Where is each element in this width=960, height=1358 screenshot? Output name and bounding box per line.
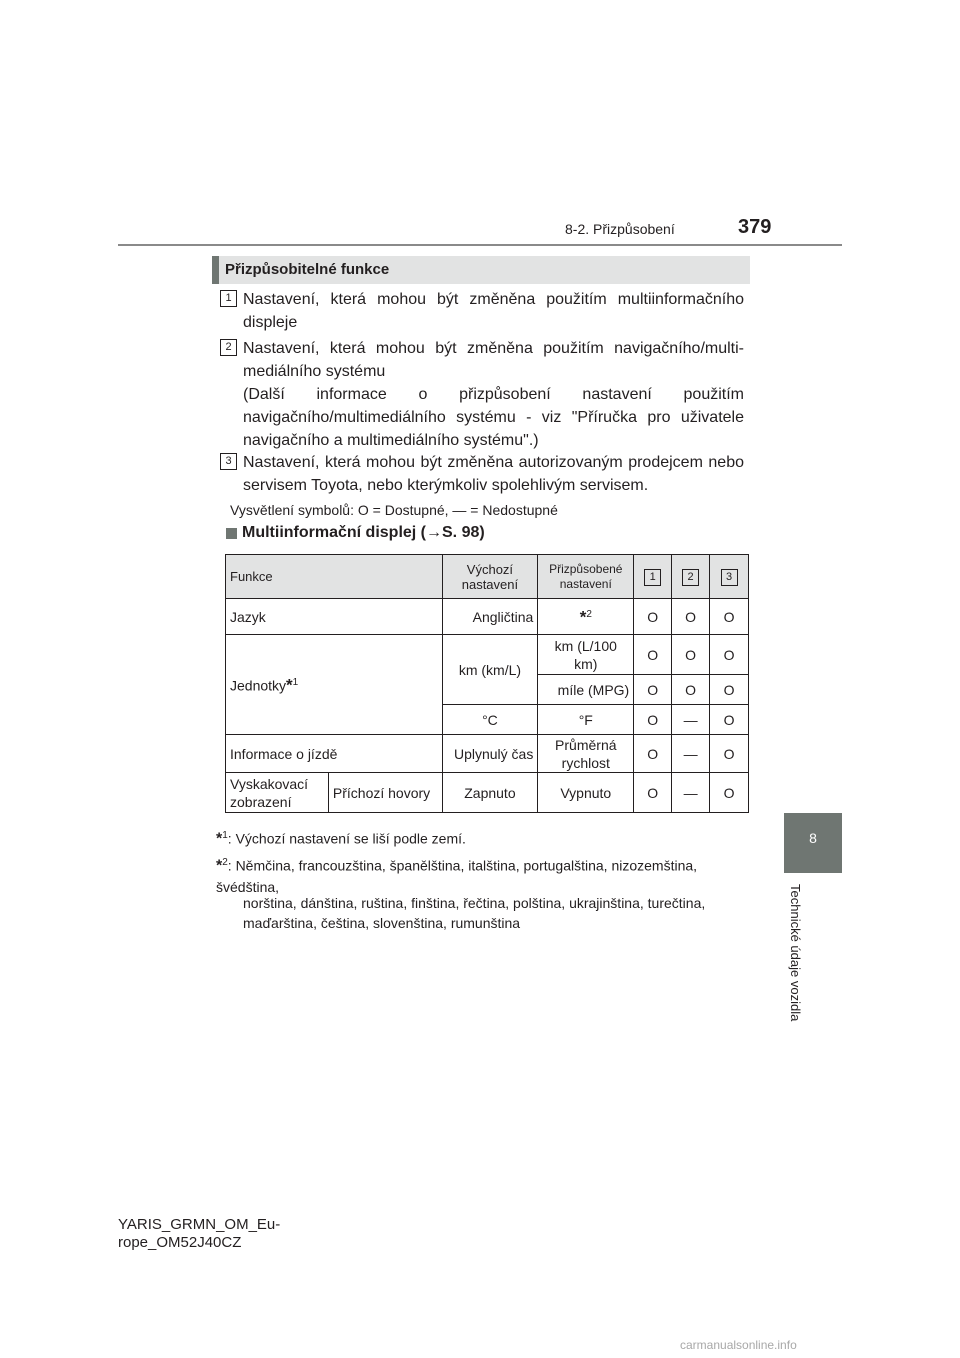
- section-reference: 8-2. Přizpůsobení: [565, 221, 675, 237]
- cell-default: km (km/L): [442, 635, 538, 705]
- item-badge-3: 3: [220, 453, 237, 470]
- footnote-2: [216, 853, 746, 897]
- table-row: [226, 735, 749, 773]
- cell-col-3: O: [710, 635, 749, 675]
- footnote-2-continued: norština, dánština, ruština, finština, řečtina, polština, ukrajinština, turečtina, maďarština, čeština, slovenština, rumunština: [243, 895, 706, 931]
- units-label: Jednotky: [230, 677, 287, 694]
- header-col-2: [672, 555, 710, 599]
- footnote-sup: 2: [586, 609, 592, 621]
- footer: [118, 1216, 280, 1252]
- cell-custom: °F: [538, 705, 634, 735]
- table-row: [226, 773, 749, 813]
- cell-function: Informace o jízdě: [226, 735, 443, 773]
- footnote-sup: 1: [292, 677, 299, 689]
- cell-col-3: O: [710, 705, 749, 735]
- cell-col-2: —: [672, 705, 710, 735]
- cell-custom: Průměrná rychlost: [538, 735, 634, 773]
- footnote-mark: *: [216, 830, 223, 848]
- cell-col-1: O: [634, 675, 672, 705]
- item-text-2: Nastavení, která mohou být změněna použitím navigačního/multi-mediálního systému: [243, 340, 744, 380]
- table-row: [226, 635, 749, 675]
- page-number: 379: [738, 216, 772, 238]
- cell-col-2: O: [672, 635, 710, 675]
- cell-col-1: O: [634, 735, 672, 773]
- cell-col-1: O: [634, 635, 672, 675]
- header-col-3: [710, 555, 749, 599]
- cell-col-2: —: [672, 773, 710, 813]
- cell-default: Uplynulý čas: [442, 735, 538, 773]
- cell-custom: Vypnuto: [538, 773, 634, 813]
- item-badge-1: 1: [220, 290, 237, 307]
- cell-custom: [538, 599, 634, 635]
- section-bar-accent: [212, 256, 219, 284]
- cell-function: Vyskakovací zobrazení: [226, 773, 329, 813]
- header-default: Výchozí nastavení: [442, 555, 538, 599]
- chapter-side-title: Technické údaje vozidla: [788, 884, 803, 1022]
- footnote-mark: *: [286, 675, 293, 695]
- cell-col-3: O: [710, 599, 749, 635]
- section-title: Přizpůsobitelné funkce: [225, 261, 390, 278]
- watermark: carmanualsonline.info: [680, 1338, 797, 1352]
- col-badge-3: 3: [721, 569, 738, 586]
- cell-col-3: O: [710, 735, 749, 773]
- item-text-1: Nastavení, která mohou být změněna použitím multiinformačního displeje: [243, 291, 744, 331]
- cell-subfunction: Příchozí hovory: [328, 773, 442, 813]
- cell-default: °C: [442, 705, 538, 735]
- chapter-number: 8: [809, 830, 817, 846]
- footnote-text: : Němčina, francouzština, španělština, italština, portugalština, nizozemština, švédština,: [216, 857, 698, 895]
- symbol-legend: Vysvětlení symbolů: O = Dostupné, — = Nedostupné: [230, 502, 558, 518]
- footnote-text: : Výchozí nastavení se liší podle zemí.: [227, 830, 466, 847]
- table-header-row: [226, 555, 749, 599]
- footnote-mark: *: [216, 857, 223, 875]
- header-divider: [118, 244, 842, 246]
- cell-function: Jazyk: [226, 599, 443, 635]
- item-note-2: (Další informace o přizpůsobení nastavení použitím navigačního/multimediálního systému - viz "Příručka pro uživatele navigačního a multimediálního systému".): [243, 386, 744, 449]
- table-row: [226, 599, 749, 635]
- cell-function: [226, 635, 443, 735]
- footnote-sup: 1: [222, 830, 228, 841]
- cell-default: Angličtina: [442, 599, 538, 635]
- header-col-1: [634, 555, 672, 599]
- footnote-1: [216, 826, 466, 850]
- cell-col-2: —: [672, 735, 710, 773]
- subsection-title: Multiinformační displej (→S. 98): [242, 524, 485, 541]
- cell-custom: míle (MPG): [538, 675, 634, 705]
- footer-line-2: rope_OM52J40CZ: [118, 1234, 242, 1251]
- footnote-mark: *: [579, 607, 587, 627]
- footer-line-1: YARIS_GRMN_OM_Eu-: [118, 1216, 281, 1233]
- settings-table: [225, 554, 749, 813]
- header-function: Funkce: [226, 555, 443, 599]
- header-custom: Přizpůsobené nastavení: [538, 555, 634, 599]
- cell-col-1: O: [634, 773, 672, 813]
- cell-col-2: O: [672, 675, 710, 705]
- cell-col-3: O: [710, 773, 749, 813]
- footnote-sup: 2: [222, 857, 228, 868]
- cell-col-3: O: [710, 675, 749, 705]
- cell-col-2: O: [672, 599, 710, 635]
- cell-default: Zapnuto: [442, 773, 538, 813]
- col-badge-1: 1: [644, 569, 661, 586]
- cell-col-1: O: [634, 705, 672, 735]
- item-badge-2: 2: [220, 339, 237, 356]
- item-text-3: Nastavení, která mohou být změněna autorizovaným prodejcem nebo servisem Toyota, nebo kterýmkoliv spolehlivým servisem.: [243, 454, 744, 494]
- subsection-marker: [226, 528, 237, 539]
- col-badge-2: 2: [682, 569, 699, 586]
- cell-custom: km (L/100 km): [538, 635, 634, 675]
- cell-col-1: O: [634, 599, 672, 635]
